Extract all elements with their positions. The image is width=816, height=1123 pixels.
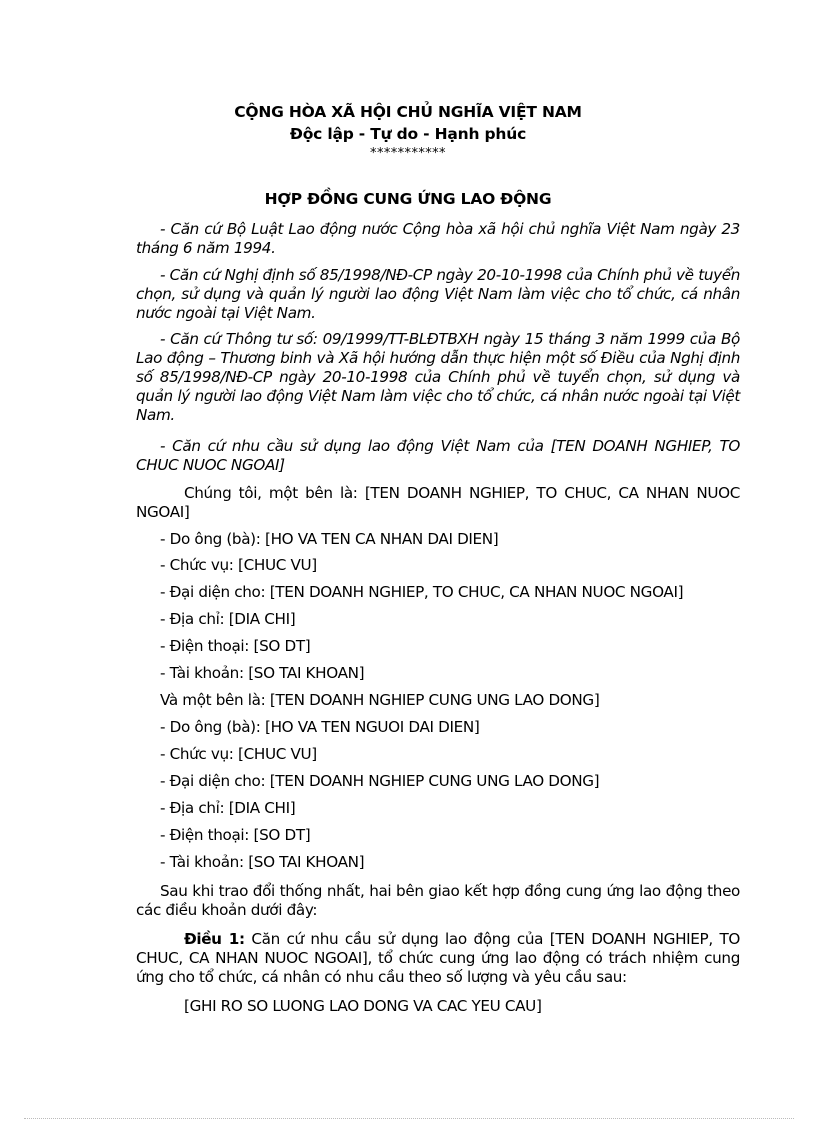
party-a-account: - Tài khoản: [SO TAI KHOAN] [160, 664, 365, 682]
legal-basis-4: - Căn cứ nhu cầu sử dụng lao động Việt Nam của [TEN DOANH NGHIEP, TO CHUC NUOC NGOAI] [136, 437, 740, 474]
page-bottom-divider [24, 1118, 794, 1119]
party-b-on-behalf: - Đại diện cho: [TEN DOANH NGHIEP CUNG UNG LAO DONG] [160, 772, 600, 790]
article-1-text: Căn cứ nhu cầu sử dụng lao động của [TEN DOANH NGHIEP, TO CHUC, CA NHAN NUOC NGOAI], tổ chức cung ứng lao động có trách nhiệm cung ứng cho tổ chức, cá nhân có nhu cầu theo số lượng và yêu cầu sau: [136, 930, 740, 986]
header-separator: *********** [370, 146, 446, 161]
legal-basis-3: - Căn cứ Thông tư số: 09/1999/TT-BLĐTBXH ngày 15 tháng 3 năm 1999 của Bộ Lao động – Thương binh và Xã hội hướng dẫn thực hiện một số Điều của Nghị định số 85/1998/NĐ-CP ngày 20-10-1998 của Chính phủ về tuyển chọn, sử dụng và quản lý người lao động Việt Nam làm việc cho tổ chức, cá nhân nước ngoài tại Việt Nam. [136, 330, 740, 424]
national-title: CỘNG HÒA XÃ HỘI CHỦ NGHĨA VIỆT NAM [234, 103, 582, 121]
party-a-on-behalf: - Đại diện cho: [TEN DOANH NGHIEP, TO CHUC, CA NHAN NUOC NGOAI] [160, 583, 684, 601]
party-a-address: - Địa chỉ: [DIA CHI] [160, 610, 296, 628]
party-b-representative: - Do ông (bà): [HO VA TEN NGUOI DAI DIEN] [160, 718, 480, 736]
legal-basis-1: - Căn cứ Bộ Luật Lao động nước Cộng hòa xã hội chủ nghĩa Việt Nam ngày 23 tháng 6 năm 1994. [136, 220, 740, 257]
legal-basis-2: - Căn cứ Nghị định số 85/1998/NĐ-CP ngày 20-10-1998 của Chính phủ về tuyển chọn, sử dụng và quản lý người lao động Việt Nam làm việc cho tổ chức, cá nhân nước ngoài tại Việt Nam. [136, 266, 740, 322]
party-b-position: - Chức vụ: [CHUC VU] [160, 745, 317, 763]
party-b-address: - Địa chỉ: [DIA CHI] [160, 799, 296, 817]
party-a-intro: Chúng tôi, một bên là: [TEN DOANH NGHIEP, TO CHUC, CA NHAN NUOC NGOAI] [136, 484, 740, 521]
national-motto: Độc lập - Tự do - Hạnh phúc [289, 125, 527, 143]
article-1 [136, 930, 740, 987]
party-a-position: - Chức vụ: [CHUC VU] [160, 556, 317, 574]
party-a-phone: - Điện thoại: [SO DT] [160, 637, 311, 655]
contract-title: HỢP ĐỒNG CUNG ỨNG LAO ĐỘNG [264, 190, 552, 208]
article-1-label: Điều 1: [184, 930, 245, 948]
party-b-intro: Và một bên là: [TEN DOANH NGHIEP CUNG UNG LAO DONG] [160, 691, 600, 709]
agreement-statement: Sau khi trao đổi thống nhất, hai bên giao kết hợp đồng cung ứng lao động theo các điều khoản dưới đây: [136, 882, 740, 919]
party-b-phone: - Điện thoại: [SO DT] [160, 826, 311, 844]
article-1-requirements: [GHI RO SO LUONG LAO DONG VA CAC YEU CAU] [184, 997, 542, 1015]
party-b-account: - Tài khoản: [SO TAI KHOAN] [160, 853, 365, 871]
party-a-representative: - Do ông (bà): [HO VA TEN CA NHAN DAI DIEN] [160, 530, 499, 548]
